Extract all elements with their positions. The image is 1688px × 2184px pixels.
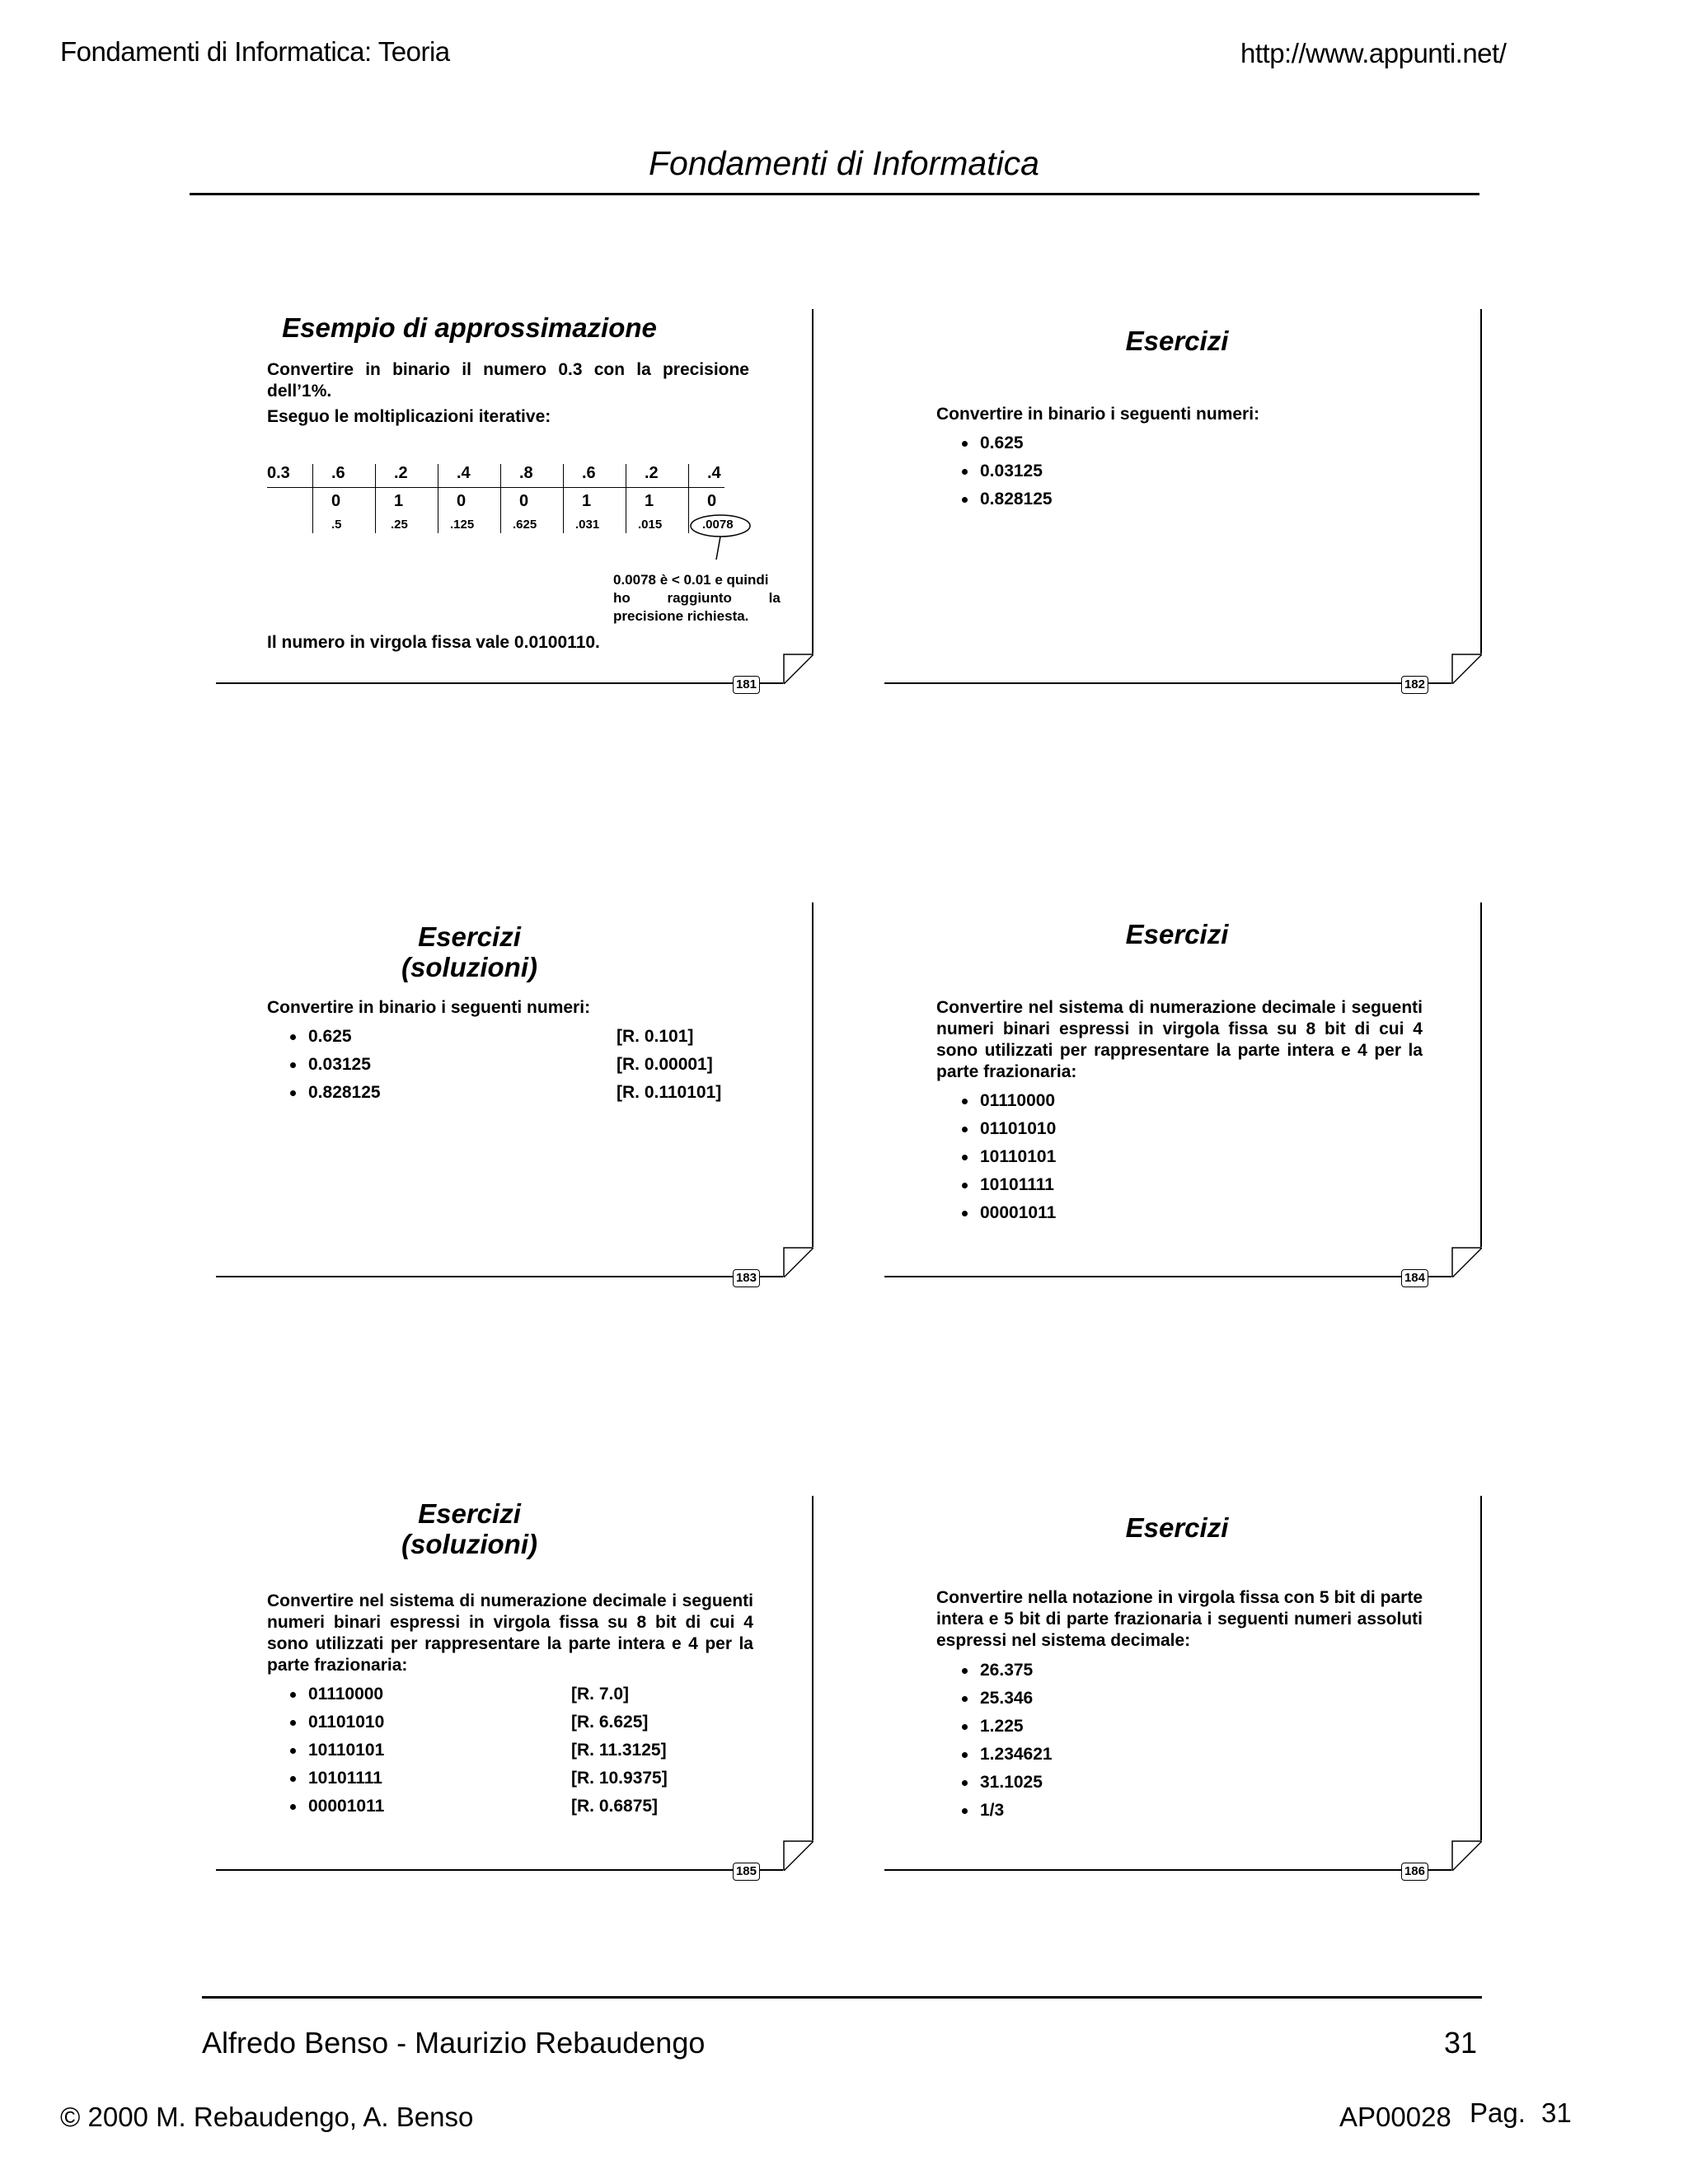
slide-title: Esercizi bbox=[1125, 1512, 1229, 1543]
slide-title: Esercizi bbox=[1125, 326, 1229, 356]
slide-title-line: Esercizi bbox=[418, 921, 521, 952]
slide-number: 181 bbox=[733, 676, 760, 694]
table-top: .4 bbox=[707, 464, 721, 482]
table-top: .4 bbox=[457, 464, 471, 482]
slide-title-line: (soluzioni) bbox=[401, 1529, 537, 1559]
item-answer: [R. 0.6875] bbox=[571, 1797, 659, 1816]
table-bit: 0 bbox=[457, 492, 467, 510]
item-value: 01110000 bbox=[308, 1685, 384, 1704]
slide-184 bbox=[884, 902, 1482, 1285]
list-item: 10110101 bbox=[959, 1143, 1056, 1171]
item-answer: [R. 6.625] bbox=[571, 1713, 649, 1732]
page-label-number: 31 bbox=[1541, 2097, 1572, 2128]
slide-title-line: Esercizi bbox=[418, 1498, 521, 1529]
item-value: 0.828125 bbox=[308, 1083, 381, 1102]
table-bit: 0 bbox=[707, 492, 717, 510]
list-item bbox=[287, 1023, 748, 1051]
page-title: Fondamenti di Informatica bbox=[648, 144, 1039, 182]
page-fold-icon bbox=[1451, 1247, 1482, 1277]
page-fold-icon bbox=[783, 654, 814, 684]
page-label: Pag. bbox=[1470, 2097, 1526, 2128]
slide-185 bbox=[216, 1496, 814, 1878]
exercise-list bbox=[959, 429, 1053, 513]
solution-list bbox=[287, 1023, 748, 1107]
exercise-list bbox=[959, 1087, 1056, 1227]
slide-title: Esercizi bbox=[1125, 919, 1229, 949]
slide-title: Esempio di approssimazione bbox=[282, 312, 657, 343]
table-bit: 1 bbox=[582, 492, 592, 510]
note-line: ho raggiunto la bbox=[613, 590, 781, 606]
list-item: 31.1025 bbox=[959, 1769, 1053, 1797]
highlight-ellipse-icon bbox=[683, 512, 757, 561]
table-top: .8 bbox=[519, 464, 533, 482]
slide-intro: Convertire nel sistema di numerazione decimale i seguenti numeri binari espressi in virgola fissa su 8 bit di cui 4 sono utilizzati per rappresentare la parte intera e 4 per la parte frazionaria: bbox=[936, 998, 1423, 1081]
slide-intro: Convertire in binario il numero 0.3 con la precisione dell’1%. bbox=[267, 360, 749, 401]
slide-title-line: (soluzioni) bbox=[401, 952, 537, 982]
slide-result: Il numero in virgola fissa vale 0.0100110. bbox=[267, 633, 600, 652]
list-item bbox=[287, 1051, 748, 1079]
list-item: 01101010 bbox=[959, 1115, 1056, 1143]
item-answer: [R. 0.00001] bbox=[617, 1055, 713, 1074]
item-answer: [R. 0.110101] bbox=[617, 1083, 722, 1102]
slide-number: 184 bbox=[1401, 1269, 1428, 1287]
table-error: .015 bbox=[638, 518, 663, 532]
header-url: http://www.appunti.net/ bbox=[1240, 38, 1507, 68]
footer-rule bbox=[202, 1996, 1482, 1999]
item-value: 0.625 bbox=[308, 1027, 352, 1046]
page-fold-icon bbox=[1451, 1840, 1482, 1871]
list-item: 0.625 bbox=[959, 429, 1053, 457]
list-item: 0.828125 bbox=[959, 485, 1053, 513]
item-answer: [R. 0.101] bbox=[617, 1027, 694, 1046]
exercise-list bbox=[959, 1657, 1053, 1825]
item-answer: [R. 7.0] bbox=[571, 1685, 630, 1704]
list-item: 10101111 bbox=[959, 1171, 1056, 1199]
slide-182 bbox=[884, 309, 1482, 691]
item-value: 10101111 bbox=[308, 1769, 382, 1788]
list-item: 00001011 bbox=[959, 1199, 1056, 1227]
table-note bbox=[613, 571, 790, 626]
page-fold-icon bbox=[783, 1840, 814, 1871]
slide-number: 182 bbox=[1401, 676, 1428, 694]
list-item: 1.234621 bbox=[959, 1741, 1053, 1769]
list-item: 1/3 bbox=[959, 1797, 1053, 1825]
table-error: .5 bbox=[331, 518, 342, 532]
slide-number: 185 bbox=[733, 1863, 760, 1881]
list-item bbox=[287, 1736, 748, 1765]
table-error: .125 bbox=[450, 518, 475, 532]
list-item: 0.03125 bbox=[959, 457, 1053, 485]
table-error: .625 bbox=[513, 518, 537, 532]
list-item: 25.346 bbox=[959, 1685, 1053, 1713]
solution-list bbox=[287, 1680, 748, 1821]
slide-183 bbox=[216, 902, 814, 1285]
table-top: .2 bbox=[394, 464, 408, 482]
slide-number: 186 bbox=[1401, 1863, 1428, 1881]
list-item bbox=[287, 1765, 748, 1793]
slide-intro: Convertire nella notazione in virgola fissa con 5 bit di parte intera e 5 bit di parte frazionaria i seguenti numeri assoluti espressi nel sistema decimale: bbox=[936, 1588, 1423, 1650]
item-answer: [R. 11.3125] bbox=[571, 1741, 667, 1760]
copyright: © 2000 M. Rebaudengo, A. Benso bbox=[60, 2102, 474, 2132]
item-value: 10110101 bbox=[308, 1741, 385, 1760]
table-top: .2 bbox=[645, 464, 659, 482]
table-bit: 1 bbox=[394, 492, 404, 510]
table-top: .6 bbox=[331, 464, 345, 482]
item-value: 00001011 bbox=[308, 1797, 385, 1816]
item-answer: [R. 10.9375] bbox=[571, 1769, 668, 1788]
list-item bbox=[287, 1079, 748, 1107]
list-item: 26.375 bbox=[959, 1657, 1053, 1685]
list-item: 1.225 bbox=[959, 1713, 1053, 1741]
table-start-value: 0.3 bbox=[267, 464, 290, 482]
document-code: AP00028 bbox=[1339, 2102, 1451, 2132]
table-error-final: .0078 bbox=[702, 518, 734, 532]
list-item: 01110000 bbox=[959, 1087, 1056, 1115]
footer-page-number: 31 bbox=[1444, 2026, 1478, 2060]
slide-intro: Convertire in binario i seguenti numeri: bbox=[267, 998, 591, 1017]
slide-step: Eseguo le moltiplicazioni iterative: bbox=[267, 407, 551, 426]
approximation-table bbox=[267, 464, 734, 538]
table-top: .6 bbox=[582, 464, 596, 482]
slide-186 bbox=[884, 1496, 1482, 1878]
table-error: .25 bbox=[391, 518, 408, 532]
slide-number: 183 bbox=[733, 1269, 760, 1287]
footer-authors: Alfredo Benso - Maurizio Rebaudengo bbox=[202, 2026, 706, 2060]
list-item bbox=[287, 1680, 748, 1708]
table-bit: 1 bbox=[645, 492, 654, 510]
list-item bbox=[287, 1708, 748, 1736]
page-fold-icon bbox=[1451, 654, 1482, 684]
list-item bbox=[287, 1793, 748, 1821]
table-error: .031 bbox=[575, 518, 600, 532]
page-fold-icon bbox=[783, 1247, 814, 1277]
header-rule bbox=[190, 193, 1479, 195]
slide-intro: Convertire nel sistema di numerazione decimale i seguenti numeri binari espressi in virgola fissa su 8 bit di cui 4 sono utilizzati per rappresentare la parte intera e 4 per la parte frazionaria: bbox=[267, 1591, 753, 1675]
note-line: 0.0078 è < 0.01 e quindi bbox=[613, 572, 769, 588]
item-value: 01101010 bbox=[308, 1713, 385, 1732]
slide-181 bbox=[216, 309, 814, 691]
table-bit: 0 bbox=[331, 492, 341, 510]
slide-title bbox=[216, 1498, 723, 1559]
table-bit: 0 bbox=[519, 492, 529, 510]
note-line: precisione richiesta. bbox=[613, 608, 749, 624]
item-value: 0.03125 bbox=[308, 1055, 371, 1074]
header-left: Fondamenti di Informatica: Teoria bbox=[60, 36, 450, 67]
slide-title bbox=[216, 921, 723, 982]
slide-intro: Convertire in binario i seguenti numeri: bbox=[936, 405, 1260, 424]
